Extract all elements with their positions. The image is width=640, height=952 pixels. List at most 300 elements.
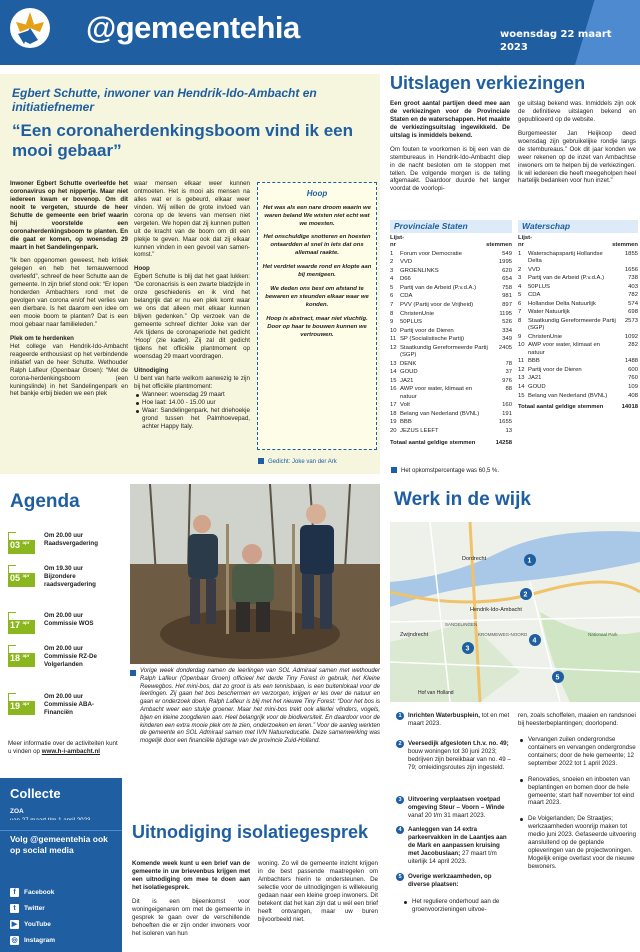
map-label: Nationaal Park	[588, 632, 618, 637]
column-header: stemmen	[486, 242, 512, 249]
map-label: Zwijndrecht	[400, 632, 429, 638]
elections-column-1	[390, 100, 510, 199]
marker-number: 4	[396, 826, 404, 834]
agenda-more	[8, 740, 118, 756]
total-value: 14258	[495, 439, 512, 446]
vote-count: 526	[502, 319, 512, 326]
interview-paragraph: waar mensen elkaar weer kunnen ontmoeten. Het is mooi als mensen na alles wat er is gebeurd, elkaar weer vinden. Wij willen de grote invloed van corona op de levens van mensen niet vergeten. We hopen dat zij kunnen putten uit de kracht van de boom om dit een plekje te geven. Maar ook dat zij elkaar kunnen vinden in een gevoel van samen-komst.”	[134, 180, 250, 259]
list-number: 13	[518, 375, 525, 382]
agenda-text	[44, 565, 122, 589]
list-number: 2	[518, 266, 522, 273]
agenda-time: Om 20.00 uur	[44, 693, 84, 700]
results-table	[518, 250, 638, 401]
poem-box	[257, 182, 377, 450]
list-number: 11	[518, 358, 525, 365]
list-item-text: ren, zoals schoffelen, maaien en randsnoei bij heesterbeplantingen; doorlopend.	[518, 712, 636, 727]
agenda-day: 17	[10, 620, 21, 630]
provincial-results	[390, 220, 512, 448]
list-number: 9	[390, 319, 394, 326]
social-label: Twitter	[24, 905, 45, 912]
interview-lead: Inwoner Egbert Schutte overleefde het coronavirus op het nippertje. Maar niet iedereen kwam er bovenop. Om dit nooit te vergeten, stuurde de heer Schutte de gemeente een brief waarin hij voorstelde een coronaherdenkingsboom te planten. En die gaat er komen, op woensdag 29 maart in het Sandelingenpark.	[10, 180, 128, 251]
works-title: Werk in de wijk	[394, 489, 531, 510]
table-row	[518, 342, 638, 358]
table-row	[518, 383, 638, 392]
list-item	[518, 736, 636, 768]
vote-count: 1655	[498, 419, 512, 426]
agenda-time: Om 20.00 uur	[44, 645, 84, 652]
plant-info-list	[134, 391, 250, 431]
table-row	[390, 259, 512, 268]
vote-count: 654	[502, 276, 512, 283]
youtube-icon: ▶	[11, 921, 18, 928]
caption-marker	[130, 670, 136, 676]
poem-stanza: Het onschuldige snotteren en hoesten ontaardden al snel in iets dat ons allemaal raakte.	[263, 234, 371, 257]
list-number: 5	[390, 284, 394, 291]
vote-count: 698	[628, 309, 638, 316]
brand-title: @gemeentehia	[86, 10, 300, 45]
table-row	[518, 317, 638, 333]
works-item	[396, 740, 512, 772]
section-heading: Uitnodiging	[134, 366, 169, 374]
poem-stanza: Het was als een nare droom waarin we waren beland We wisten niet echt wat we moesten.	[263, 204, 371, 227]
works-item-title: Aanleggen van 14 extra parkeervakken in de Laantjes aan de Mark en aanpassen kruising met Jacobuslaan;	[408, 826, 507, 857]
table-row	[518, 309, 638, 318]
column-header: Lijst-	[390, 234, 405, 241]
vote-count: 1488	[624, 358, 638, 365]
party-name: Waterschapspartij Hollandse Delta	[528, 250, 603, 264]
divider	[0, 830, 122, 831]
party-name: 50PLUS	[400, 319, 422, 326]
insulation-column-1	[132, 860, 250, 943]
party-name: SP (Socialistische Partij)	[400, 336, 465, 343]
social-label: Facebook	[24, 889, 55, 896]
section-heading: Hoop	[134, 265, 150, 273]
agenda-event: Commissie WOS	[44, 620, 94, 628]
agenda-month: apr	[22, 540, 30, 545]
vote-count: 282	[628, 342, 638, 349]
interview-subtitle: Egbert Schutte, inwoner van Hendrik-Ido-Ambacht en initiatiefnemer	[12, 86, 317, 115]
list-item	[518, 776, 636, 808]
party-name: Partij voor de Dieren	[528, 366, 582, 373]
agenda-link[interactable]: www.h-i-ambacht.nl	[41, 747, 100, 755]
list-number: 8	[390, 310, 394, 317]
table-row	[390, 310, 512, 319]
list-item: Waar: Sandelingenpark, het driehoekje grond tussen het Palmhoevepad, achter Happy Italy.	[142, 407, 250, 431]
agenda-more-text: Meer informatie over de activiteiten kunt u vinden op	[8, 740, 118, 755]
social-label: Instagram	[24, 937, 56, 944]
facebook-icon: f	[10, 888, 19, 897]
list-number: 1	[390, 250, 394, 257]
party-name: DENK	[400, 360, 417, 367]
agenda-month: apr	[22, 573, 30, 578]
party-name: Staatkundig Gereformeerde Partij (SGP)	[528, 317, 616, 332]
party-name: JA21	[400, 377, 414, 384]
works-item-title: Overige werkzaamheden, op diverse plaatsen:	[408, 873, 492, 888]
social-panel	[0, 820, 122, 952]
social-instagram[interactable]	[10, 936, 55, 945]
table-row	[518, 333, 638, 342]
table-total	[390, 440, 512, 448]
party-name: PVV (Partij voor de Vrijheid)	[400, 301, 474, 308]
table-row	[390, 377, 512, 386]
insulation-title: Uitnodiging isolatiegesprek	[132, 822, 369, 842]
table-row	[518, 266, 638, 275]
table-row	[390, 301, 512, 310]
list-number: 10	[518, 342, 525, 349]
party-name: Belang van Nederland (BVNL)	[400, 410, 480, 417]
party-name: Water Natuurlijk	[528, 309, 570, 316]
agenda-text	[44, 645, 122, 669]
table-row	[390, 402, 512, 411]
list-number: 14	[390, 369, 397, 376]
vote-count: 88	[505, 386, 512, 393]
table-row	[390, 369, 512, 378]
section-heading: Plek om te herdenken	[10, 334, 74, 342]
table-total	[518, 404, 638, 412]
party-name: Staatkundig Gereformeerde Partij (SGP)	[400, 344, 488, 359]
table-row	[518, 366, 638, 375]
vote-count: 1855	[624, 250, 638, 257]
list-number: 7	[518, 309, 522, 316]
list-number: 11	[390, 336, 397, 343]
list-number: 18	[390, 410, 397, 417]
party-name: Volt	[400, 402, 410, 409]
party-name: Belang van Nederland (BVNL)	[528, 392, 608, 399]
table-row	[390, 318, 512, 327]
vote-count: 1656	[624, 266, 638, 273]
svg-text:1: 1	[527, 557, 532, 565]
insulation-paragraph: woning. Zo wil de gemeente inzicht krijgen in de best passende maatregelen om Ambachters hierin te ondersteunen. De selectie voor de uitnodigingen is willekeurig gedaan naar een kleine groep inwoners. Dit betekent dat het kan zijn dat u wél een brief heeft ontvangen, maar uw buren bijvoorbeeld niet.	[258, 860, 378, 923]
vote-count: 549	[502, 250, 512, 257]
table-row	[390, 419, 512, 428]
caption-text: Gedicht: Joke van der Ark	[268, 459, 337, 465]
table-row	[518, 283, 638, 292]
bullet-dot	[136, 402, 139, 405]
agenda-text	[44, 612, 122, 628]
vote-count: 600	[628, 366, 638, 373]
results-table	[390, 250, 512, 436]
marker-number: 5	[396, 873, 404, 881]
vote-count: 897	[502, 301, 512, 308]
list-number: 14	[518, 384, 525, 390]
municipality-logo	[8, 4, 66, 56]
list-number: 19	[390, 419, 397, 426]
social-label: YouTube	[24, 921, 51, 928]
party-name: Forum voor Democratie	[400, 250, 462, 257]
party-name: VVD	[400, 259, 413, 266]
total-value: 14018	[621, 403, 638, 410]
list-number: 17	[390, 402, 397, 409]
list-number: 12	[390, 344, 397, 351]
vote-count: 403	[628, 283, 638, 290]
insulation-column-2	[258, 860, 378, 930]
twitter-icon: t	[10, 904, 19, 913]
agenda-date	[8, 620, 35, 634]
works-item	[396, 826, 512, 866]
party-name: GROENLINKS	[400, 267, 439, 274]
vote-count: 981	[502, 293, 512, 300]
table-row	[518, 392, 638, 401]
table-row	[390, 360, 512, 369]
agenda-event: Commissie ABA-Financiën	[44, 701, 94, 717]
column-header: stemmen	[612, 242, 638, 249]
table-title: Waterschap	[518, 220, 638, 233]
agenda-date	[8, 573, 35, 587]
bullet-dot	[136, 394, 139, 397]
agenda-text	[44, 693, 122, 717]
list-number: 4	[390, 276, 394, 283]
issue-date: woensdag 22 maart 2023	[500, 29, 612, 53]
agenda-day: 18	[10, 653, 21, 663]
party-name: ChristenUnie	[528, 333, 563, 340]
agenda-day: 03	[10, 540, 21, 550]
interview-column-1	[10, 180, 128, 404]
party-name: CDA	[528, 292, 541, 299]
agenda-event: Commissie RZ-De Volgerlanden	[44, 653, 97, 669]
list-number: 1	[518, 250, 522, 257]
poem-stanza: We deden ons best om afstand te bewaren en steunden elkaar waar we konden.	[265, 285, 369, 308]
vote-count: 78	[505, 360, 512, 367]
bullet-dot	[520, 739, 523, 742]
list-item-text: De Volgerlanden; De Straatjes; werkzaamheden woonrijp maken tot medio juni 2023. Gefaseerde uitvoering aansluitend op de geplande opleveringen van de projectwoningen. Mogelijk enige overlast voor de nieuwe bewoners.	[528, 815, 637, 870]
agenda-title: Agenda	[10, 491, 80, 512]
agenda-event: Bijzondere raadsvergadering	[44, 573, 96, 589]
tiny-forest-photo	[130, 484, 380, 664]
vote-count: 2405	[498, 344, 512, 351]
map-label: Hendrik-Ido-Ambacht	[470, 607, 522, 613]
table-row	[518, 300, 638, 309]
table-row	[390, 344, 512, 360]
party-name: 50PLUS	[528, 283, 550, 290]
agenda-time: Om 20.00 uur	[44, 532, 84, 539]
svg-text:2: 2	[523, 591, 528, 599]
elections-lead: Een groot aantal partijen deed mee aan de verkiezingen voor de Provinciale Staten en de waterschappen. Het maakte de verkiezingsuitslag ingewikkeld. De uitslag is inmiddels bekend.	[390, 100, 511, 139]
party-name: AWP voor water, klimaat en natuur	[528, 342, 601, 356]
table-row	[390, 410, 512, 419]
column-header: Lijst-	[518, 234, 533, 241]
list-number: 6	[518, 300, 522, 307]
bullet-dot	[520, 818, 523, 821]
party-name: VVD	[528, 266, 541, 273]
agenda-date	[8, 653, 35, 667]
poem-stanza: Het verdriet waarde rond en klopte aan bij menigeen.	[262, 264, 372, 279]
list-number: 15	[390, 377, 397, 384]
interview-paragraph: “Ik ben opgenomen geweest, heb kritiek gelegen en heb het ternauwernood overleefd”, schreef de heer Schutte aan de gemeente. In zijn brief stond ook: “Er lopen honderden Ambachters rond met de gevolgen van corona en/of het verlies van een dierbare. Is het daarom een idee om een mooie boom te planten? Dat is een mooi gebaar naar familieleden.”	[10, 257, 128, 328]
marker-number: 1	[396, 712, 404, 720]
party-name: BBB	[528, 358, 540, 365]
table-row	[518, 274, 638, 283]
poem-caption	[258, 458, 337, 467]
map-label: Dordrecht	[462, 556, 487, 562]
caption-text: Vorige week donderdag namen de leerlingen van SOL Admiraal samen met wethouder Ralph Lafleur (Openbaar Groen) officieel het derde Tiny Forest in gebruik, het Kleine Reewegbos. Het mini-bos, dat zo groot is als een tennisbaan, is een buitenlokaal voor de leerlingen. Zij gaan het bos beschermen en verzorgen, krijgen er les over de natuur en gaan er onderzoek doen. Ralph Lafleur is blij met het nieuwe Tiny Forest: “Door het bos is Ambacht weer een stukje groener. Maar het mini-bos trekt ook allerlei vlinders, vogels, bijen en kleine zoogdieren aan. Heel belangrijk voor de biodiversiteit. En daardoor voor de kinderen een extra mooie plek om te zien, onderzoeken en leren.” Voor de aanleg werkten de gemeente en SOL Admiraal samen met IVN Natuureducatie. Deze samenwerking was mogelijk door een financiële bijdrage van de provincie Zuid-Holland.	[140, 668, 380, 745]
vote-count: 160	[502, 402, 512, 409]
social-youtube[interactable]	[10, 920, 51, 929]
table-row	[390, 427, 512, 436]
works-item-text: bouw woningen tot 30 juni 2023; bedrijven zijn bereikbaar van no. 49 – 79; omleidingsroutes zijn ingesteld.	[408, 747, 511, 771]
elections-paragraph: ge uitslag bekend was. Inmiddels zijn ook de definitieve uitslagen bekend en gepubliceerd op de website.	[518, 100, 636, 123]
party-name: Hollandse Delta Natuurlijk	[528, 300, 596, 307]
bullet-dot	[404, 901, 407, 904]
works-item-title: Veersedijk afgesloten t.h.v. no. 49;	[408, 740, 509, 747]
table-header	[518, 235, 638, 250]
table-row	[390, 293, 512, 302]
caption-marker	[258, 458, 264, 464]
table-row	[390, 336, 512, 345]
agenda-date	[8, 701, 35, 715]
agenda-month: apr	[22, 701, 30, 706]
table-header	[390, 235, 512, 250]
map-label: Hof van Holland	[418, 690, 454, 696]
list-number: 7	[390, 301, 394, 308]
works-item	[396, 796, 512, 820]
works-item-text: tot en met maart 2023.	[408, 712, 510, 727]
map-label: KROMMEWEG-NOORD	[478, 632, 528, 637]
party-name: GOUD	[528, 384, 546, 390]
waterschap-results	[518, 220, 638, 411]
map-label: SANDELINGEN	[445, 622, 478, 627]
list-number: 10	[390, 327, 397, 334]
turnout-caption	[391, 467, 499, 476]
party-name: Partij van de Arbeid (P.v.d.A.)	[400, 284, 477, 291]
vote-count: 1092	[624, 333, 638, 340]
vote-count: 334	[502, 327, 512, 334]
works-item	[396, 873, 512, 889]
table-row	[390, 386, 512, 402]
svg-text:5: 5	[555, 674, 560, 682]
list-item: Hoe laat: 14.00 - 15.00 uur	[142, 399, 216, 407]
vote-count: 782	[628, 292, 638, 299]
works-map	[390, 522, 640, 702]
bullet-dot	[136, 410, 139, 413]
list-number: 15	[518, 392, 525, 399]
works-item-title: Uitvoering verplaatsen voetpad omgeving Steur – Voorn – Winde	[408, 796, 505, 811]
list-number: 2	[390, 259, 394, 266]
agenda-text	[44, 532, 122, 548]
vote-count: 758	[502, 284, 512, 291]
agenda-event: Raadsvergadering	[44, 540, 98, 548]
total-label: Totaal aantal geldige stemmen	[518, 403, 604, 410]
photo-caption	[130, 668, 380, 746]
works-item-text: 27 maart t/m uiterlijk 14 april 2023.	[408, 849, 497, 865]
works-bullet	[518, 712, 636, 871]
vote-count: 760	[628, 375, 638, 382]
bullet-dot	[520, 779, 523, 782]
svg-text:4: 4	[532, 637, 537, 645]
list-number: 9	[518, 333, 522, 340]
list-item-text: Vervangen zuilen ondergrondse containers en vervangen ondergrondse containers; door de hele gemeente; 12 september 2022 tot 1 april 2023.	[528, 735, 636, 767]
collecte-org: ZOA	[10, 808, 24, 815]
social-twitter[interactable]	[10, 904, 45, 913]
caption-marker	[391, 467, 397, 473]
marker-number: 3	[396, 796, 404, 804]
turnout-text: Het opkomstpercentage was 60,5 %.	[401, 468, 500, 474]
table-row	[390, 250, 512, 259]
instagram-icon: ◎	[11, 937, 18, 944]
party-name: JA21	[528, 375, 542, 382]
agenda-day: 19	[10, 701, 21, 711]
vote-count: 1995	[498, 259, 512, 266]
agenda-day: 05	[10, 573, 21, 583]
list-number: 8	[518, 317, 522, 324]
insulation-paragraph: Dit is een bijeenkomst voor woningeigenaren om met de gemeente in gesprek te gaan over de verschillende behoeften die er zijn onder inwoners voor het isoleren van hun	[132, 897, 250, 937]
vote-count: 109	[628, 384, 638, 390]
list-number: 13	[390, 360, 397, 367]
poem-stanza: Hoop is abstract, maar niet vluchtig. Door op haar te bouwen kunnen we vertrouwen.	[266, 315, 368, 338]
vote-count: 37	[505, 369, 512, 376]
vote-count: 191	[502, 410, 512, 417]
column-header: nr	[390, 242, 396, 249]
collecte-title: Collecte	[10, 786, 61, 801]
list-number: 16	[390, 386, 397, 393]
svg-text:3: 3	[465, 645, 470, 653]
party-name: GOUD	[400, 369, 418, 376]
party-name: BBB	[400, 419, 412, 426]
interview-headline: “Een coronaherdenkingsboom vind ik een mooi gebaar”	[12, 121, 354, 161]
vote-count: 738	[628, 275, 638, 282]
interview-paragraph: Het college van Hendrik-Ido-Ambacht reageerde enthousiast op het verbindende initiatief van de heer Schutte. Wethouder Ralph Lafleur (Openbaar Groen): “Met de corona-herdenkingsboom (een kuningslinde) in het Sandelingenpark en het bankje erbij bieden we een plek	[10, 342, 128, 398]
social-title: Volg @gemeentehia ook op social media	[10, 834, 108, 855]
vote-count: 1195	[499, 310, 512, 317]
agenda-month: apr	[22, 620, 30, 625]
table-row	[390, 284, 512, 293]
poem-title: Hoop	[306, 189, 328, 198]
agenda-date	[8, 540, 35, 554]
table-row	[518, 250, 638, 266]
table-row	[518, 375, 638, 384]
elections-paragraph: Om fouten te voorkomen is bij een van de stembureaus in Hendrik-Ido-Ambacht diep in de nacht besloten om te stoppen met tellen. De volgende morgen is de telling afgemaakt. Daardoor duurde het langer voordat de voorlopi-	[390, 145, 510, 193]
party-name: CDA	[400, 293, 413, 300]
interview-paragraph: Egbert Schutte is blij dat het gaat lukken: “De coronacrisis is een zwarte bladzijde in onze geschiedenis en ik vind het belangrijk dat er nu een plek komt waar we ons dat alleen met elkaar kunnen blijven gedenken.” Op verzoek van de gemeente schreef dichter Joke van der Ark tijdens de coronaperiode het gedicht ‘Hoop’ (zie kader). Zij zal dit gedicht tijdens het officiële plantmoment op woensdag 29 maart voordragen.	[134, 273, 250, 360]
agenda-time: Om 20.00 uur	[44, 612, 84, 619]
party-name: Partij van de Arbeid (P.v.d.A.)	[528, 275, 605, 282]
list-number: 12	[518, 366, 525, 373]
vote-count: 620	[502, 267, 512, 274]
interview-paragraph: U bent van harte welkom aanwezig te zijn bij het officiële plantmoment:	[134, 374, 250, 390]
table-title: Provinciale Staten	[390, 220, 512, 233]
list-item	[402, 898, 512, 914]
agenda-month: apr	[22, 653, 30, 658]
party-name: AWP voor water, klimaat en natuur	[400, 386, 473, 400]
list-number: 5	[518, 292, 522, 299]
works-item-title: Inrichten Waterbusplein,	[408, 712, 480, 719]
vote-count: 408	[628, 392, 638, 399]
elections-title: Uitslagen verkiezingen	[390, 73, 586, 93]
social-facebook[interactable]	[10, 888, 54, 897]
elections-paragraph: Burgemeester Jan Heijkoop deed woensdag zijn gebruikelijke rondje langs de stembureaus.” Ook dit jaar konden we weer rekenen op de inzet van Ambachtse inwoners om te helpen bij de verkiezingen. Ik wil iedereen die heeft meegeholpen heel hartelijk bedanken voor hun inzet.”	[518, 129, 636, 185]
vote-count: 976	[502, 377, 512, 384]
party-name: D66	[400, 276, 411, 283]
column-header: nr	[518, 242, 524, 249]
list-item-text: Renovaties, snoeien en inboeten van beplantingen en bomen door de hele gemeente; start half november tot eind maart 2023.	[528, 775, 634, 807]
party-name: ChristenUnie	[400, 310, 435, 317]
list-number: 3	[518, 275, 522, 282]
marker-number: 2	[396, 740, 404, 748]
table-row	[390, 267, 512, 276]
works-item-text: vanaf 20 t/m 31 maart 2023.	[408, 811, 486, 819]
insulation-lead: Komende week kunt u een brief van de gemeente in uw brievenbus krijgen met een uitnodiging om mee te doen aan het isolatiegesprek.	[132, 860, 250, 891]
agenda-time: Om 19.30 uur	[44, 565, 84, 572]
list-number: 3	[390, 267, 394, 274]
table-row	[518, 292, 638, 301]
elections-column-2	[518, 100, 636, 191]
list-item: Wanneer: woensdag 29 maart	[142, 391, 225, 399]
table-row	[390, 276, 512, 285]
party-name: Partij voor de Dieren	[400, 327, 454, 334]
list-number: 20	[390, 428, 397, 434]
table-row	[390, 327, 512, 336]
vote-count: 13	[505, 428, 512, 434]
vote-count: 2573	[624, 317, 638, 324]
